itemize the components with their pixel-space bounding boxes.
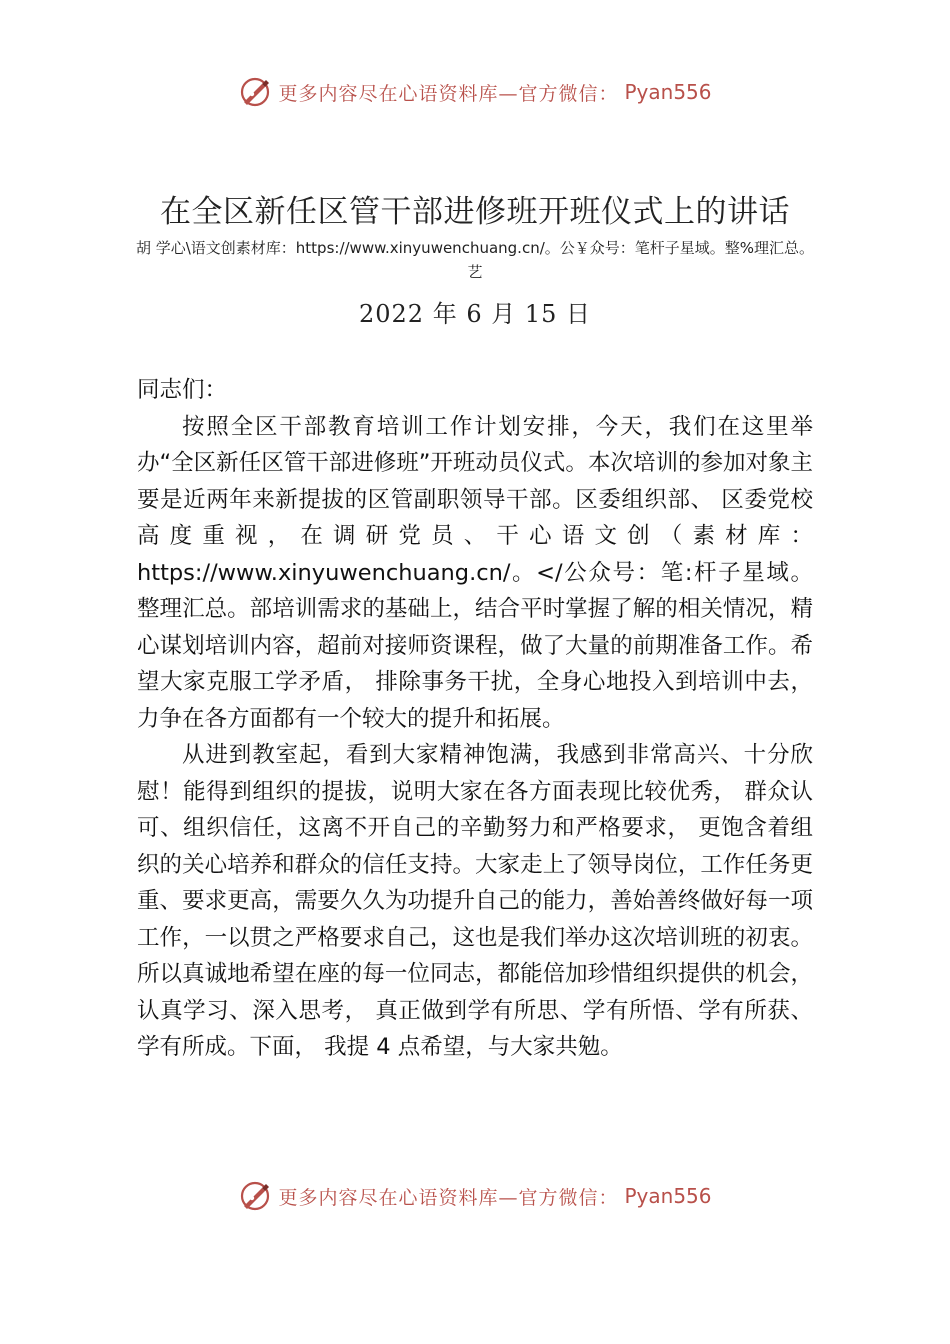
document-subtitle: 胡 学心\语文创素材库：https://www.xinyuwenchuang.cn/。公￥众号：笔杆子星域。整%理汇总。 艺 (135, 239, 815, 281)
watermark-header (0, 72, 950, 112)
document-date: 2022 年 6 月 15 日 (358, 300, 592, 328)
body-paragraph: 按照全区干部教育培训工作计划安排，今天，我们在这里举办“全区新任区管干部进修班”开班动员仪式。本次培训的参加对象主要是近两年来新提拔的区管副职领导干部。区委组织部、 区委党校高度重视，在调研党员、干心语文创（素材库：https://www.xinyuwenchuang.cn/。</公众号：笔:杆子星域。整理汇总。部培训需求的基础上，结合平时掌握了解的相关情况，精心谋划培训内容，超前对接师资课程，做了大量的前期准备工作。希望大家克服工学矛盾， 排除事务干扰，全身心地投入到培训中去，力争在各方面都有一个较大的提升和拓展。 (137, 413, 813, 732)
watermark-footer (0, 1176, 950, 1216)
watermark-text: 更多内容尽在心语资料库—官方微信： (278, 1186, 619, 1209)
watermark-handle: Pyan556 (624, 1184, 712, 1208)
body-paragraph: 从进到教室起，看到大家精神饱满，我感到非常高兴、十分欣慰！能得到组织的提拔，说明大家在各方面表现比较优秀， 群众认可、组织信任，这离不开自己的辛勤努力和严格要求， 更饱含着组织的关心培养和群众的信任支持。大家走上了领导岗位，工作任务更重、要求更高，需要久久为功提升自己的能力，善始善终做好每一项工作，一以贯之严格要求自己，这也是我们举办这次培训班的初衷。所以真诚地希望在座的每一位同志，都能倍加珍惜组织提供的机会，认真学习、深入思考， 真正做到学有所思、学有所悟、学有所获、学有所成。下面， 我提 4 点希望，与大家共勉。 (137, 742, 813, 1060)
watermark-handle: Pyan556 (624, 80, 712, 104)
watermark-text: 更多内容尽在心语资料库—官方微信： (278, 82, 619, 105)
salutation: 同志们： (137, 377, 228, 403)
document-body (137, 372, 813, 1066)
document-title: 在全区新任区管干部进修班开班仪式上的讲话 (160, 194, 790, 230)
pen-logo-icon (238, 75, 272, 109)
pen-logo-icon (238, 1179, 272, 1213)
